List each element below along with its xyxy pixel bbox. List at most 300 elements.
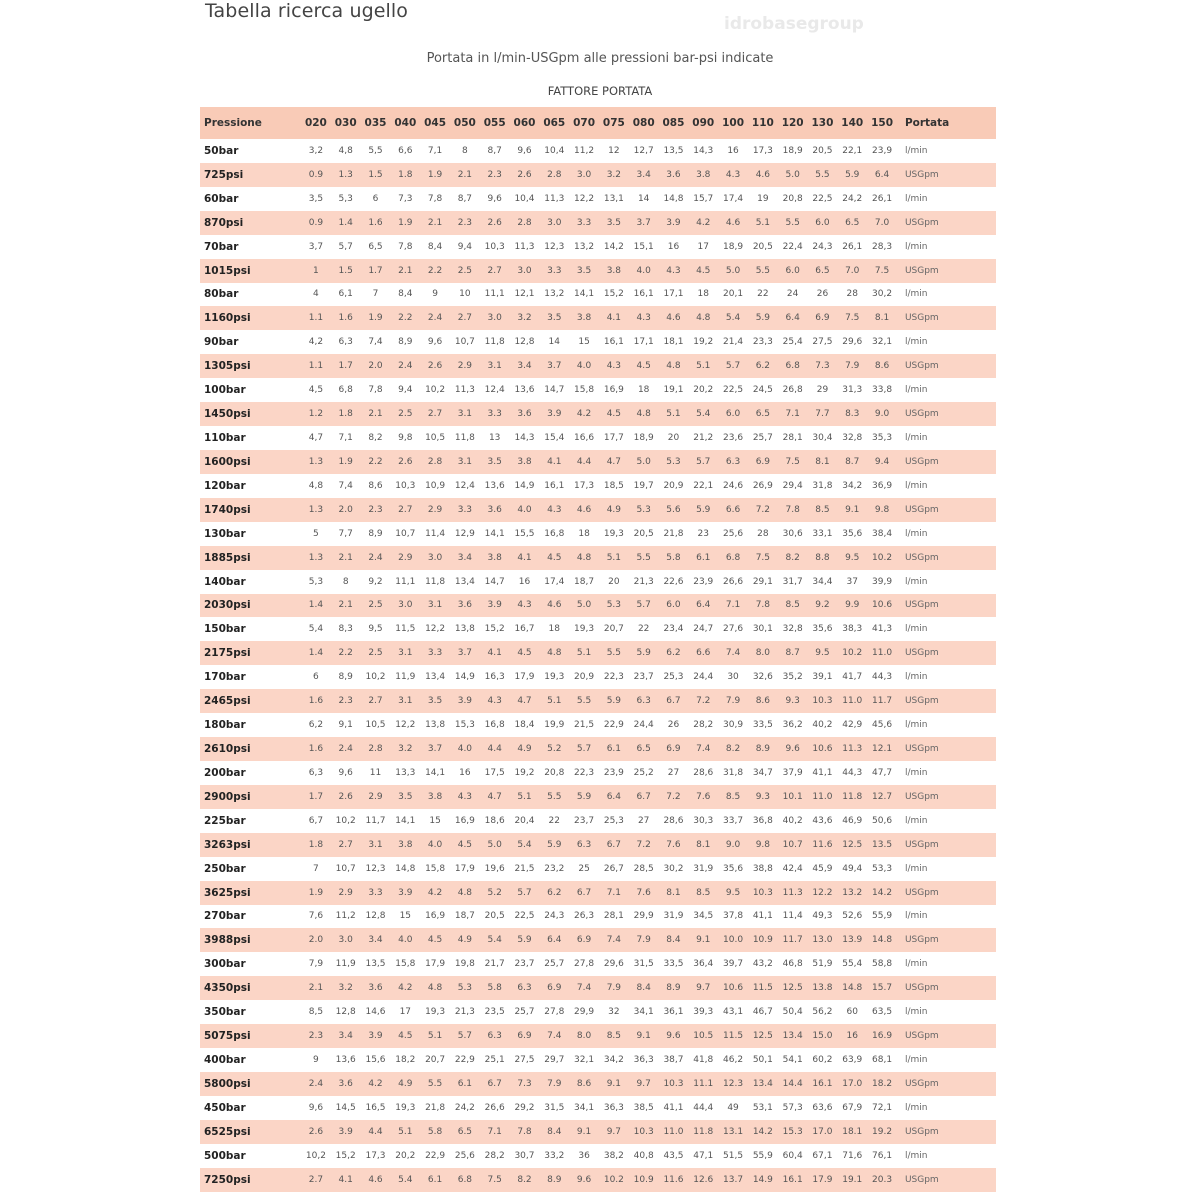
flow-value-cell: 4.7 — [480, 785, 510, 809]
flow-value-cell: 6.3 — [569, 833, 599, 857]
flow-value-cell: 4.3 — [480, 689, 510, 713]
flow-value-cell: 16 — [459, 767, 471, 778]
flow-value-cell: 14,1 — [574, 289, 595, 300]
flow-value-cell: 23,7 — [514, 959, 535, 970]
flow-value-cell: 1.3 — [331, 163, 361, 187]
flow-value-cell: 23,9 — [693, 576, 714, 587]
flow-value-cell: 24,3 — [812, 241, 833, 252]
flow-value-cell: 18,6 — [484, 815, 505, 826]
flow-value-cell: 17,3 — [574, 480, 595, 491]
flow-value-cell: 7.4 — [599, 928, 629, 952]
flow-value-cell: 4.1 — [510, 546, 540, 570]
flow-value-cell: 34,1 — [633, 1007, 654, 1018]
flow-value-cell: 49,4 — [842, 863, 863, 874]
flow-value-cell: 2.3 — [301, 1024, 331, 1048]
flow-value-cell: 11,8 — [454, 433, 475, 444]
flow-value-cell: 3.0 — [331, 928, 361, 952]
flow-value-cell: 16,5 — [365, 1102, 386, 1113]
flow-value-cell: 3.9 — [361, 1024, 391, 1048]
flow-value-cell: 16,1 — [603, 337, 624, 348]
flow-value-cell: 6.3 — [480, 1024, 510, 1048]
unit-cell: l/min — [904, 1054, 928, 1065]
flow-value-cell: 36,3 — [633, 1054, 654, 1065]
flow-value-cell: 25,6 — [723, 528, 744, 539]
flow-value-cell: 32,8 — [842, 433, 863, 444]
flow-value-cell: 2.8 — [361, 737, 391, 761]
flow-value-cell: 21,3 — [454, 1007, 475, 1018]
flow-value-cell: 9.8 — [748, 833, 778, 857]
header-factor-110: 110 — [748, 107, 778, 139]
flow-value-cell: 7.5 — [837, 306, 867, 330]
flow-value-cell: 23,7 — [574, 815, 595, 826]
flow-value-cell: 11,4 — [425, 528, 446, 539]
flow-value-cell: 1.2 — [301, 402, 331, 426]
flow-value-cell: 28,6 — [663, 815, 684, 826]
flow-value-cell: 9,4 — [398, 385, 413, 396]
flow-value-cell: 5,4 — [308, 624, 324, 635]
flow-value-cell: 13,6 — [335, 1054, 356, 1065]
flow-value-cell: 3.0 — [420, 546, 450, 570]
flow-value-cell: 15 — [399, 911, 412, 922]
flow-value-cell: 3.7 — [420, 737, 450, 761]
unit-cell: l/min — [904, 624, 928, 635]
flow-value-cell: 8.7 — [778, 641, 808, 665]
flow-value-cell: 26,1 — [872, 193, 893, 204]
flow-value-cell: 28,1 — [782, 433, 803, 444]
flow-value-cell: 22,9 — [603, 720, 624, 731]
table-row — [200, 450, 996, 474]
flow-value-cell: 10,2 — [425, 385, 446, 396]
flow-value-cell: 10.9 — [748, 928, 778, 952]
pressure-cell: 1740psi — [200, 498, 301, 522]
flow-value-cell: 67,1 — [812, 1150, 833, 1161]
flow-value-cell: 36,1 — [663, 1007, 684, 1018]
flow-value-cell: 11,3 — [454, 385, 475, 396]
flow-value-cell: 7.1 — [599, 881, 629, 905]
flow-value-cell: 20,9 — [574, 672, 595, 683]
flow-value-cell: 5.7 — [688, 450, 718, 474]
pressure-cell: 110bar — [204, 432, 246, 445]
flow-value-cell: 5.3 — [659, 450, 689, 474]
flow-value-cell: 5.2 — [480, 881, 510, 905]
flow-value-cell: 8,9 — [368, 528, 383, 539]
flow-value-cell: 29 — [816, 385, 829, 396]
flow-value-cell: 3.1 — [390, 641, 420, 665]
flow-value-cell: 24 — [786, 289, 799, 300]
flow-value-cell: 23,7 — [633, 672, 654, 683]
flow-value-cell: 9.1 — [629, 1024, 659, 1048]
pressure-cell: 2175psi — [200, 641, 301, 665]
flow-value-cell: 2.7 — [301, 1168, 331, 1192]
flow-value-cell: 5.7 — [569, 737, 599, 761]
pressure-cell: 1160psi — [200, 306, 301, 330]
flow-value-cell: 14.8 — [837, 976, 867, 1000]
flow-value-cell: 5 — [313, 528, 319, 539]
flow-value-cell: 21,8 — [663, 528, 684, 539]
flow-value-cell: 3.8 — [510, 450, 540, 474]
unit-cell: USGpm — [897, 163, 996, 187]
flow-value-cell: 15.0 — [808, 1024, 838, 1048]
flow-value-cell: 12.1 — [867, 737, 897, 761]
flow-value-cell: 35,6 — [812, 624, 833, 635]
flow-value-cell: 4.3 — [539, 498, 569, 522]
flow-value-cell: 15,2 — [335, 1150, 356, 1161]
flow-value-cell: 28,6 — [693, 767, 714, 778]
flow-value-cell: 39,9 — [872, 576, 893, 587]
flow-value-cell: 6,3 — [308, 767, 324, 778]
flow-value-cell: 4.2 — [569, 402, 599, 426]
flow-value-cell: 7,4 — [338, 480, 353, 491]
flow-value-cell: 22,9 — [454, 1054, 475, 1065]
flow-value-cell: 11.6 — [808, 833, 838, 857]
flow-value-cell: 2.8 — [539, 163, 569, 187]
flow-value-cell: 5.0 — [778, 163, 808, 187]
flow-value-cell: 9.7 — [629, 1072, 659, 1096]
flow-value-cell: 7.5 — [867, 259, 897, 283]
flow-value-cell: 3.9 — [331, 1120, 361, 1144]
flow-value-cell: 7,1 — [338, 433, 353, 444]
flow-value-cell: 12,2 — [395, 720, 416, 731]
flow-value-cell: 1.3 — [301, 450, 331, 474]
flow-value-cell: 8 — [462, 145, 468, 156]
pressure-cell: 1600psi — [200, 450, 301, 474]
flow-value-cell: 19,3 — [603, 528, 624, 539]
flow-value-cell: 10,2 — [335, 815, 356, 826]
flow-value-cell: 27,5 — [514, 1054, 535, 1065]
table-row — [200, 737, 996, 761]
flow-value-cell: 6.1 — [599, 737, 629, 761]
flow-value-cell: 44,4 — [693, 1102, 714, 1113]
flow-value-cell: 9,6 — [517, 145, 532, 156]
flow-value-cell: 11.3 — [837, 737, 867, 761]
flow-value-cell: 4,2 — [308, 337, 324, 348]
flow-value-cell: 20,5 — [752, 241, 773, 252]
flow-value-cell: 2.5 — [450, 259, 480, 283]
flow-value-cell: 2.3 — [450, 211, 480, 235]
flow-value-cell: 12.5 — [778, 976, 808, 1000]
flow-value-cell: 12,7 — [633, 145, 654, 156]
flow-value-cell: 7,7 — [338, 528, 353, 539]
flow-value-cell: 43,6 — [812, 815, 833, 826]
flow-value-cell: 2.7 — [450, 306, 480, 330]
flow-value-cell: 7.9 — [539, 1072, 569, 1096]
flow-value-cell: 37,9 — [782, 767, 803, 778]
flow-value-cell: 18.2 — [867, 1072, 897, 1096]
header-factor-150: 150 — [867, 107, 897, 139]
table-row — [200, 976, 996, 1000]
flow-value-cell: 3.3 — [539, 259, 569, 283]
pressure-cell: 180bar — [204, 719, 246, 732]
pressure-cell: 400bar — [204, 1053, 246, 1066]
flow-value-cell: 10.6 — [808, 737, 838, 761]
flow-value-cell: 14,2 — [603, 241, 624, 252]
flow-value-cell: 8.6 — [867, 354, 897, 378]
flow-value-cell: 4.3 — [510, 594, 540, 618]
flow-value-cell: 4.4 — [569, 450, 599, 474]
flow-value-cell: 13.4 — [748, 1072, 778, 1096]
flow-value-cell: 2.5 — [390, 402, 420, 426]
flow-value-cell: 1.7 — [361, 259, 391, 283]
flow-value-cell: 8,2 — [368, 433, 383, 444]
flow-value-cell: 5.4 — [480, 928, 510, 952]
flow-value-cell: 5.3 — [629, 498, 659, 522]
flow-value-cell: 17,3 — [752, 145, 773, 156]
flow-value-cell: 57,3 — [782, 1102, 803, 1113]
flow-value-cell: 5.1 — [390, 1120, 420, 1144]
flow-value-cell: 17,7 — [603, 433, 624, 444]
pressure-cell: 225bar — [204, 814, 246, 827]
flow-value-cell: 38,5 — [633, 1102, 654, 1113]
pressure-cell: 870psi — [200, 211, 301, 235]
flow-value-cell: 3.0 — [569, 163, 599, 187]
pressure-cell: 150bar — [204, 623, 246, 636]
pressure-cell: 1015psi — [200, 259, 301, 283]
flow-value-cell: 42,9 — [842, 720, 863, 731]
flow-value-cell: 23 — [697, 528, 709, 539]
flow-value-cell: 4,8 — [338, 145, 353, 156]
flow-value-cell: 32,6 — [752, 672, 773, 683]
flow-value-cell: 28 — [757, 528, 769, 539]
flow-value-cell: 5.8 — [420, 1120, 450, 1144]
flow-value-cell: 21,3 — [633, 576, 654, 587]
flow-value-cell: 13.0 — [808, 928, 838, 952]
flow-value-cell: 29,9 — [574, 1007, 595, 1018]
flow-value-cell: 16.9 — [867, 1024, 897, 1048]
flow-value-cell: 11.5 — [718, 1024, 748, 1048]
flow-value-cell: 7.6 — [688, 785, 718, 809]
flow-value-cell: 10.3 — [659, 1072, 689, 1096]
flow-value-cell: 8.2 — [778, 546, 808, 570]
flow-value-cell: 6.1 — [420, 1168, 450, 1192]
flow-value-cell: 10.9 — [629, 1168, 659, 1192]
flow-value-cell: 4.6 — [718, 211, 748, 235]
flow-value-cell: 38,4 — [872, 528, 893, 539]
flow-value-cell: 1.7 — [331, 354, 361, 378]
flow-value-cell: 16,9 — [454, 815, 475, 826]
pressure-cell: 250bar — [204, 862, 246, 875]
flow-value-cell: 7.1 — [778, 402, 808, 426]
flow-value-cell: 6.9 — [748, 450, 778, 474]
flow-value-cell: 29,6 — [842, 337, 863, 348]
pressure-cell: 5800psi — [200, 1072, 301, 1096]
flow-value-cell: 3.0 — [480, 306, 510, 330]
flow-value-cell: 4.5 — [629, 354, 659, 378]
flow-value-cell: 17,9 — [425, 959, 446, 970]
flow-value-cell: 60,4 — [782, 1150, 803, 1161]
flow-value-cell: 19.1 — [837, 1168, 867, 1192]
flow-value-cell: 7.2 — [748, 498, 778, 522]
table-header-row — [200, 107, 996, 139]
flow-value-cell: 8,7 — [487, 145, 502, 156]
flow-value-cell: 50,1 — [752, 1054, 773, 1065]
unit-cell: l/min — [904, 480, 928, 491]
flow-value-cell: 5.4 — [688, 402, 718, 426]
flow-value-cell: 12,4 — [484, 385, 505, 396]
flow-value-cell: 36,4 — [693, 959, 714, 970]
unit-cell: l/min — [904, 1102, 928, 1113]
flow-value-cell: 8.4 — [629, 976, 659, 1000]
flow-value-cell: 22,6 — [663, 576, 684, 587]
flow-value-cell: 3.2 — [510, 306, 540, 330]
flow-value-cell: 6.0 — [718, 402, 748, 426]
flow-value-cell: 41,1 — [663, 1102, 684, 1113]
unit-cell: USGpm — [897, 402, 996, 426]
unit-cell: l/min — [904, 720, 928, 731]
flow-value-cell: 1.6 — [301, 689, 331, 713]
flow-value-cell: 3.8 — [390, 833, 420, 857]
flow-value-cell: 5.7 — [718, 354, 748, 378]
table-subtitle: Portata in l/min-USGpm alle pressioni bar-psi indicate — [426, 51, 774, 66]
flow-value-cell: 3.6 — [510, 402, 540, 426]
unit-cell: USGpm — [897, 498, 996, 522]
flow-value-cell: 27 — [637, 815, 650, 826]
pressure-cell: 2610psi — [200, 737, 301, 761]
flow-value-cell: 6.8 — [778, 354, 808, 378]
flow-value-cell: 5.7 — [629, 594, 659, 618]
flow-value-cell: 34,7 — [752, 767, 773, 778]
flow-value-cell: 39,3 — [693, 1007, 714, 1018]
flow-value-cell: 8.1 — [688, 833, 718, 857]
flow-value-cell: 13,8 — [425, 720, 446, 731]
unit-cell: USGpm — [897, 354, 996, 378]
flow-value-cell: 38,3 — [842, 624, 863, 635]
flow-value-cell: 39,7 — [723, 959, 744, 970]
flow-value-cell: 3.0 — [510, 259, 540, 283]
flow-value-cell: 26,1 — [842, 241, 863, 252]
header-factor-090: 090 — [688, 107, 718, 139]
flow-value-cell: 14.4 — [778, 1072, 808, 1096]
flow-value-cell: 21,7 — [484, 959, 505, 970]
flow-value-cell: 14,1 — [395, 815, 416, 826]
flow-value-cell: 2.8 — [420, 450, 450, 474]
header-pressure: Pressione — [200, 107, 301, 139]
flow-value-cell: 3.8 — [569, 306, 599, 330]
flow-value-cell: 11,1 — [395, 576, 416, 587]
flow-value-cell: 6.2 — [659, 641, 689, 665]
flow-value-cell: 53,3 — [872, 863, 893, 874]
flow-value-cell: 15,8 — [395, 959, 416, 970]
flow-value-cell: 4.6 — [659, 306, 689, 330]
flow-value-cell: 27 — [667, 767, 680, 778]
flow-value-cell: 11,8 — [484, 337, 505, 348]
flow-value-cell: 3.1 — [420, 594, 450, 618]
flow-value-cell: 4.0 — [420, 833, 450, 857]
flow-value-cell: 27,6 — [723, 624, 744, 635]
flow-value-cell: 5.1 — [599, 546, 629, 570]
flow-value-cell: 8,4 — [427, 241, 443, 252]
flow-value-cell: 1.6 — [331, 306, 361, 330]
header-factor-070: 070 — [569, 107, 599, 139]
flow-value-cell: 10.6 — [718, 976, 748, 1000]
flow-value-cell: 1.7 — [301, 785, 331, 809]
table-body — [200, 139, 996, 1192]
header-factor-020: 020 — [301, 107, 331, 139]
flow-value-cell: 9.3 — [748, 785, 778, 809]
flow-value-cell: 31,8 — [723, 767, 744, 778]
flow-value-cell: 1.8 — [390, 163, 420, 187]
flow-value-cell: 3.2 — [599, 163, 629, 187]
flow-value-cell: 2.1 — [331, 546, 361, 570]
flow-value-cell: 63,5 — [872, 1007, 893, 1018]
flow-value-cell: 8.9 — [748, 737, 778, 761]
flow-value-cell: 9.1 — [837, 498, 867, 522]
flow-value-cell: 6.9 — [659, 737, 689, 761]
flow-value-cell: 5.9 — [510, 928, 540, 952]
flow-value-cell: 60,2 — [812, 1054, 833, 1065]
flow-value-cell: 3.5 — [390, 785, 420, 809]
flow-value-cell: 7,1 — [427, 145, 443, 156]
flow-value-cell: 21,2 — [693, 433, 714, 444]
flow-value-cell: 10.3 — [808, 689, 838, 713]
flow-value-cell: 17,1 — [663, 289, 684, 300]
flow-value-cell: 8.6 — [569, 1072, 599, 1096]
flow-value-cell: 1.9 — [331, 450, 361, 474]
table-row — [200, 163, 996, 187]
flow-value-cell: 4.8 — [569, 546, 599, 570]
flow-value-cell: 28,3 — [872, 241, 893, 252]
flow-value-cell: 6.8 — [718, 546, 748, 570]
flow-value-cell: 5,3 — [338, 193, 353, 204]
flow-value-cell: 14,1 — [484, 528, 505, 539]
unit-cell: USGpm — [897, 1072, 996, 1096]
flow-value-cell: 14,3 — [693, 145, 714, 156]
flow-value-cell: 68,1 — [872, 1054, 893, 1065]
flow-value-cell: 6.4 — [599, 785, 629, 809]
pressure-cell: 7250psi — [200, 1168, 301, 1192]
flow-value-cell: 2.9 — [450, 354, 480, 378]
flow-value-cell: 19,2 — [514, 767, 535, 778]
flow-value-cell: 6.1 — [688, 546, 718, 570]
flow-value-cell: 31,5 — [633, 959, 654, 970]
table-row — [200, 1144, 996, 1168]
table-row — [200, 689, 996, 713]
flow-value-cell: 44,3 — [872, 672, 893, 683]
flow-value-cell: 2.1 — [450, 163, 480, 187]
flow-value-cell: 17 — [399, 1007, 412, 1018]
flow-value-cell: 1.4 — [301, 641, 331, 665]
flow-value-cell: 13.4 — [778, 1024, 808, 1048]
flow-value-cell: 26 — [816, 289, 829, 300]
flow-value-cell: 21,5 — [514, 863, 535, 874]
flow-value-cell: 22 — [548, 815, 560, 826]
table-row — [200, 713, 996, 737]
flow-value-cell: 7.2 — [629, 833, 659, 857]
flow-value-cell: 2.2 — [331, 641, 361, 665]
flow-value-cell: 40,2 — [812, 720, 833, 731]
flow-value-cell: 56,2 — [812, 1007, 833, 1018]
flow-value-cell: 76,1 — [872, 1150, 893, 1161]
flow-value-cell: 13,4 — [425, 672, 446, 683]
flow-value-cell: 31,5 — [544, 1102, 565, 1113]
flow-value-cell: 2.9 — [390, 546, 420, 570]
flow-value-cell: 2.8 — [510, 211, 540, 235]
table-row — [200, 641, 996, 665]
flow-value-cell: 38,2 — [603, 1150, 624, 1161]
flow-value-cell: 7.1 — [480, 1120, 510, 1144]
table-row — [200, 833, 996, 857]
header-factor-035: 035 — [361, 107, 391, 139]
nozzle-table — [200, 107, 996, 1192]
flow-value-cell: 11.8 — [688, 1120, 718, 1144]
flow-value-cell: 43,5 — [663, 1150, 684, 1161]
flow-value-cell: 3.9 — [480, 594, 510, 618]
flow-value-cell: 5.1 — [748, 211, 778, 235]
unit-cell: l/min — [904, 959, 928, 970]
flow-value-cell: 36,3 — [603, 1102, 624, 1113]
flow-value-cell: 10,7 — [335, 863, 356, 874]
flow-value-cell: 5.5 — [629, 546, 659, 570]
flow-value-cell: 18,9 — [633, 433, 654, 444]
